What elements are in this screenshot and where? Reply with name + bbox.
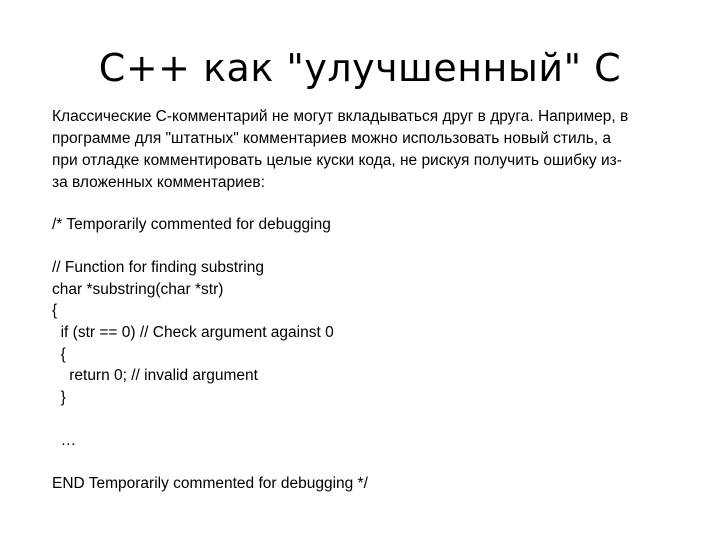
intro-line: при отладке комментировать целые куски кода, не рискуя получить ошибку из- [52, 152, 622, 169]
code-line: } [52, 388, 66, 406]
code-block [52, 214, 682, 495]
code-line [52, 408, 682, 430]
intro-paragraph [52, 106, 682, 194]
code-line: { [52, 302, 58, 320]
code-line: if (str == 0) // Check argument against 0 [52, 323, 334, 341]
code-line [52, 236, 682, 258]
code-line: … [52, 431, 77, 449]
slide-title: C++ как "улучшенный" C [98, 46, 622, 90]
code-line: // Function for finding substring [52, 259, 264, 277]
intro-line: программе для "штатных" комментариев можно использовать новый стиль, а [52, 130, 612, 147]
code-line: END Temporarily commented for debugging */ [52, 475, 368, 493]
code-line: { [52, 345, 66, 363]
intro-line: Классические С-комментарий не могут вкладываться друг в друга. Например, в [52, 108, 629, 125]
code-line: /* Temporarily commented for debugging [52, 216, 331, 233]
code-line: char *substring(char *str) [52, 280, 224, 298]
code-line: return 0; // invalid argument [52, 367, 258, 385]
intro-line: за вложенных комментариев: [52, 174, 265, 191]
code-line [52, 452, 682, 474]
